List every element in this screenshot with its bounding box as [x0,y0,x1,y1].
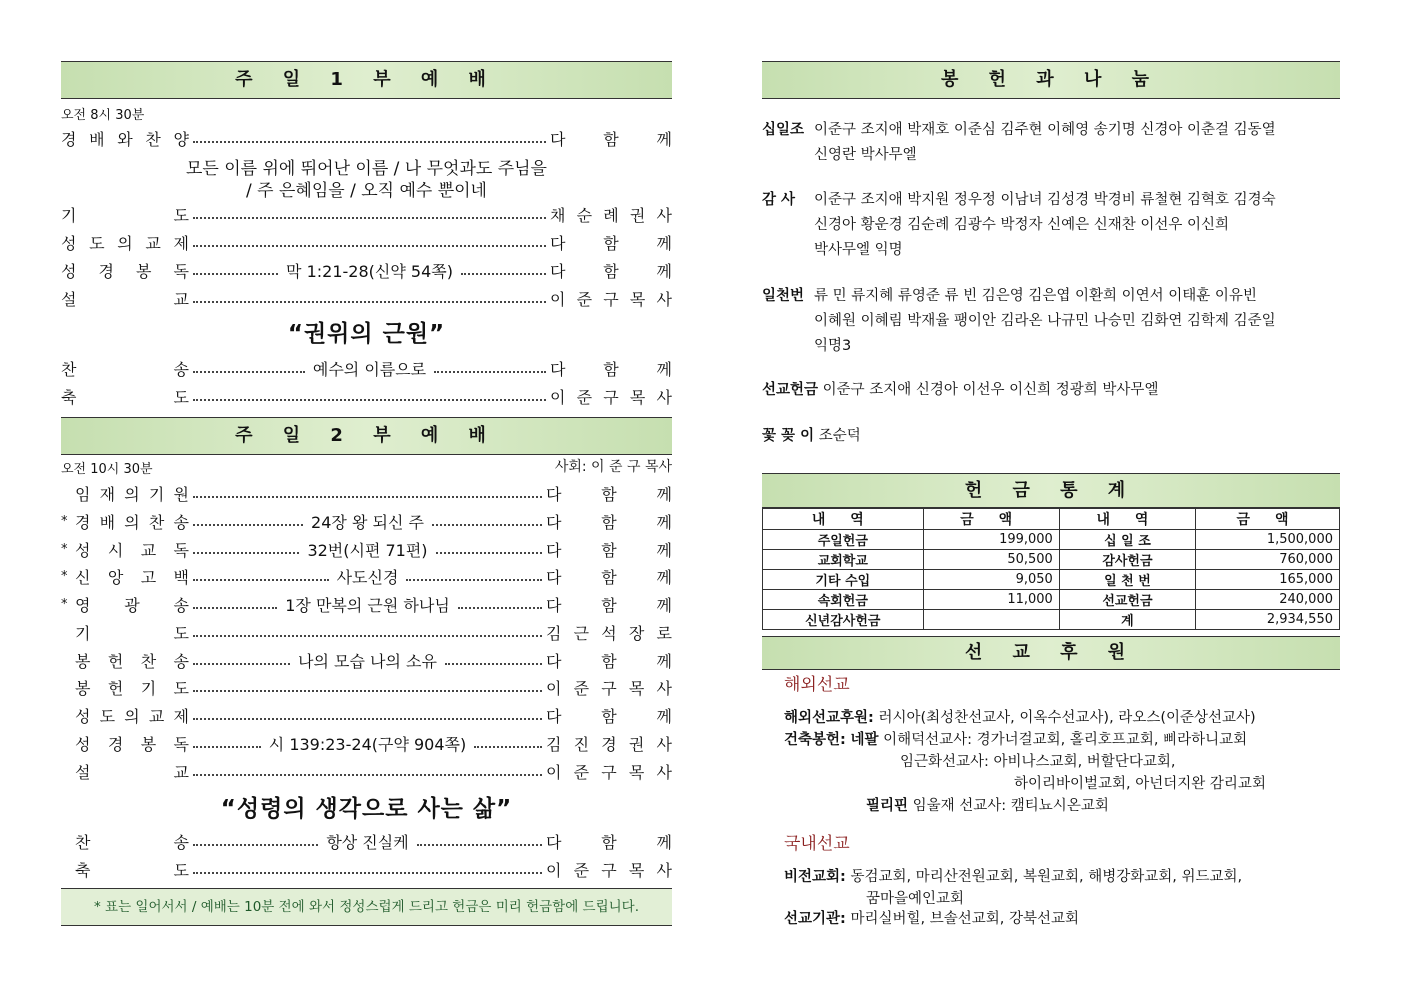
order-leader: 다 함 께 [546,512,672,532]
thanks-label: 감 사 [762,192,796,208]
stat-amount: 199,000 [923,530,1059,550]
leader-dots [193,844,318,846]
order-label: 찬 송 [61,359,189,379]
order-leader: 다 함 께 [546,484,672,504]
overseas-line4: 하이리바이벌교회, 아넌더지완 감리교회 [1014,776,1266,792]
stat-item: 속회헌금 [763,590,924,610]
stat-amount: 2,934,550 [1196,610,1340,630]
leader-dots [193,872,542,874]
service2-title: 주 일 2 부 예 배 [61,417,672,455]
order-leader: 이 준 구 목 사 [550,387,672,407]
order-row [61,508,672,534]
header-item: 내 역 [763,509,924,530]
stats-title: 헌 금 통 계 [762,473,1340,508]
order-row [61,619,672,645]
nepal-label: 네팔 [850,732,879,748]
leader-dots [193,217,546,219]
order-leader: 이 준 구 목 사 [550,289,672,309]
order-row [61,383,672,409]
stat-amount: 760,000 [1196,550,1340,570]
vision-church-text: 동검교회, 마리산전원교회, 복원교회, 해병강화교회, 위드교회, [850,869,1243,885]
order-row [61,674,672,700]
thousand-names-line1: 류 민 류지혜 류영준 류 빈 김은영 김은엽 이환희 이연서 이태훈 이유빈 [814,288,1257,304]
order-detail: 나의 모습 나의 소유 [298,651,437,671]
stat-item: 기타 수입 [763,570,924,590]
order-leader: 다 함 께 [546,540,672,560]
leader-dots [417,844,542,846]
order-row [61,647,672,673]
leader-dots [193,273,278,275]
mission-offering-list [762,378,1340,403]
thanks-names-line1: 이준구 조지애 박지원 정우정 이남녀 김성경 박경비 류철현 김혁호 김경숙 [814,192,1276,208]
order-detail: 24장 왕 되신 주 [311,512,424,532]
order-detail: 사도신경 [336,567,399,587]
order-label: 축 도 [61,387,189,407]
order-leader: 다 함 께 [550,233,672,253]
order-label: 임 재 의 기 원 [75,484,189,504]
order-leader: 이 준 구 목 사 [546,860,672,880]
leader-dots [193,552,299,554]
table-header-row [763,509,1340,530]
stat-amount [923,610,1059,630]
domestic-line3 [784,908,1079,930]
building-label: 건축봉헌: [784,732,846,748]
order-leader: 채 순 례 권 사 [550,205,672,225]
leader-dots [193,579,329,581]
stat-item: 주일헌금 [763,530,924,550]
mission-org-label: 선교기관: [784,911,846,927]
table-row [763,610,1340,630]
order-leader: 다 함 께 [546,651,672,671]
table-row [763,530,1340,550]
order-row [61,201,672,227]
service1-title: 주 일 1 부 예 배 [61,61,672,99]
order-leader: 다 함 께 [546,706,672,726]
leader-dots [193,663,290,665]
flower-label: 꽃 꽂 이 [762,428,815,444]
stat-item: 계 [1059,610,1195,630]
standing-mark: * [61,541,68,557]
stat-amount: 240,000 [1196,590,1340,610]
offering-stats-table [762,508,1340,630]
domestic-line1 [784,866,1242,888]
leader-dots [193,607,277,609]
leader-dots [193,524,303,526]
service2-sermon-title: “성령의 생각으로 사는 삶” [220,796,513,822]
leader-dots [193,371,305,373]
standing-mark: * [61,596,68,612]
tithe-label: 십일조 [762,122,805,138]
leader-dots [193,496,542,498]
order-detail: 항상 진실케 [326,832,409,852]
order-detail: 1장 만복의 근원 하나님 [285,595,450,615]
stat-amount: 11,000 [923,590,1059,610]
thousand-names-line3: 익명3 [814,338,852,354]
order-row [61,856,672,882]
order-label: 기 도 [75,623,189,643]
order-row [61,702,672,728]
leader-dots [461,273,546,275]
stat-item: 교회학교 [763,550,924,570]
header-amount: 금 액 [1196,509,1340,530]
leader-dots [406,579,542,581]
order-leader: 다 함 께 [550,261,672,281]
overseas-heading: 해외선교 [784,675,850,695]
order-row [61,730,672,756]
order-leader: 이 준 구 목 사 [546,762,672,782]
order-label: 봉 헌 찬 송 [75,651,189,671]
stats-body [763,530,1340,630]
vision-church-label: 비전교회: [784,869,846,885]
leader-dots [193,746,261,748]
order-detail: 막 1:21-28(신약 54쪽) [286,261,453,281]
order-leader: 김 근 석 장 로 [546,623,672,643]
order-leader: 다 함 께 [550,129,672,149]
order-label: 성 도 의 교 제 [75,706,189,726]
thanks-names-line3: 박사무엘 익명 [814,242,903,258]
table-row [763,590,1340,610]
service2-time: 오전 10시 30분 [61,462,153,477]
leader-dots [193,774,542,776]
order-label: 경 배 와 찬 양 [61,129,189,149]
order-row [61,229,672,255]
leader-dots [193,718,542,720]
philippines-text: 임울재 선교사: 캠티뇨시온교회 [912,798,1109,814]
leader-dots [193,399,546,401]
tithe-names-line1: 이준구 조지애 박재호 이준심 김주현 이혜영 송기명 신경아 이춘걸 김동열 [814,122,1276,138]
stat-item: 감사헌금 [1059,550,1195,570]
order-detail: 32번(시편 71편) [307,540,428,560]
order-label: 설 교 [61,289,189,309]
order-row [61,591,672,617]
leader-dots [445,663,542,665]
offering-title: 봉 헌 과 나 눔 [762,61,1340,99]
leader-dots [193,635,542,637]
standing-mark: * [61,568,68,584]
leader-dots [474,746,542,748]
service1-time: 오전 8시 30분 [61,108,145,123]
order-leader: 다 함 께 [550,359,672,379]
order-leader: 다 함 께 [546,567,673,587]
order-row [61,563,672,589]
overseas-line3: 임근화선교사: 아비나스교회, 버할단다교회, [900,754,1176,770]
header-item: 내 역 [1059,509,1195,530]
order-label: 성 경 봉 독 [61,261,189,281]
thousand-names-line2: 이혜원 이혜림 박재율 팽이안 김라온 나규민 나승민 김화연 김학제 김준일 [814,313,1276,329]
tithe-names-line2: 신영란 박사무엘 [814,147,917,163]
flower-list [762,424,1340,449]
leader-dots [193,141,546,143]
order-detail: 시 139:23-24(구약 904쪽) [268,734,467,754]
order-row [61,758,672,784]
stat-amount: 9,050 [923,570,1059,590]
overseas-line2 [784,729,1247,751]
order-label: 신 앙 고 백 [75,567,189,587]
service2-leader: 사회: 이 준 구 목사 [554,459,672,475]
order-row [61,125,672,151]
domestic-heading: 국내선교 [784,834,850,854]
order-row [61,480,672,506]
order-label: 경 배 의 찬 송 [75,512,189,532]
header-amount: 금 액 [923,509,1059,530]
stat-item: 신년감사헌금 [763,610,924,630]
stat-item: 일 천 번 [1059,570,1195,590]
overseas-support-text: 러시아(최성찬선교사, 이옥수선교사), 라오스(이준상선교사) [878,710,1256,726]
order-leader: 김 진 경 권 사 [546,734,672,754]
order-row [61,536,672,562]
order-label: 찬 송 [75,832,189,852]
stat-amount: 1,500,000 [1196,530,1340,550]
table-row [763,570,1340,590]
order-label: 영 광 송 [75,595,189,615]
service1-sermon-title: “권위의 근원” [287,321,446,347]
leader-dots [434,371,546,373]
nepal-text: 이해덕선교사: 경가너걸교회, 홀리호프교회, 삐라하니교회 [883,732,1248,748]
order-leader: 다 함 께 [546,595,673,615]
song-lyric-line2: / 주 은혜임을 / 오직 예수 뿐이네 [246,181,487,201]
order-leader: 이 준 구 목 사 [546,678,672,698]
stat-item: 선교헌금 [1059,590,1195,610]
leader-dots [193,245,546,247]
leader-dots [193,301,546,303]
philippines-label: 필리핀 [866,798,909,814]
leader-dots [436,552,542,554]
order-label: 성 경 봉 독 [75,734,189,754]
overseas-line5 [866,795,1109,817]
order-leader: 다 함 께 [546,832,672,852]
stat-amount: 165,000 [1196,570,1340,590]
leader-dots [193,690,542,692]
order-label: 설 교 [75,762,189,782]
flower-names: 조순덕 [818,428,861,444]
leader-dots [458,607,542,609]
thanks-names-line2: 신경아 황운경 김순례 김광수 박정자 신예은 신재찬 이선우 이신희 [814,217,1230,233]
mission-offering-names: 이준구 조지애 신경아 이선우 이신희 정광희 박사무엘 [822,382,1159,398]
overseas-line1 [784,707,1256,729]
domestic-line2: 꿈마을예인교회 [866,891,965,907]
stat-amount: 50,500 [923,550,1059,570]
order-row [61,257,672,283]
song-lyric-line1: 모든 이름 위에 뛰어난 이름 / 나 무엇과도 주님을 [186,159,547,179]
order-detail: 예수의 이름으로 [312,359,427,379]
order-row [61,355,672,381]
thousand-label: 일천번 [762,288,805,304]
overseas-support-label: 해외선교후원: [784,710,874,726]
order-label: 성 시 교 독 [75,540,189,560]
missions-title: 선 교 후 원 [762,636,1340,670]
service-note: * 표는 일어서서 / 예배는 10분 전에 와서 정성스럽게 드리고 헌금은 미리 헌금함에 드립니다. [61,888,672,926]
order-label: 기 도 [61,205,189,225]
order-label: 봉 헌 기 도 [75,678,189,698]
stat-item: 십 일 조 [1059,530,1195,550]
order-label: 축 도 [75,860,189,880]
leader-dots [432,524,542,526]
table-row [763,550,1340,570]
standing-mark: * [61,513,68,529]
order-row [61,828,672,854]
mission-offering-label: 선교헌금 [762,382,819,398]
mission-org-text: 마리실버힐, 브솔선교회, 강북선교회 [850,911,1079,927]
order-label: 성 도 의 교 제 [61,233,189,253]
order-row [61,285,672,311]
